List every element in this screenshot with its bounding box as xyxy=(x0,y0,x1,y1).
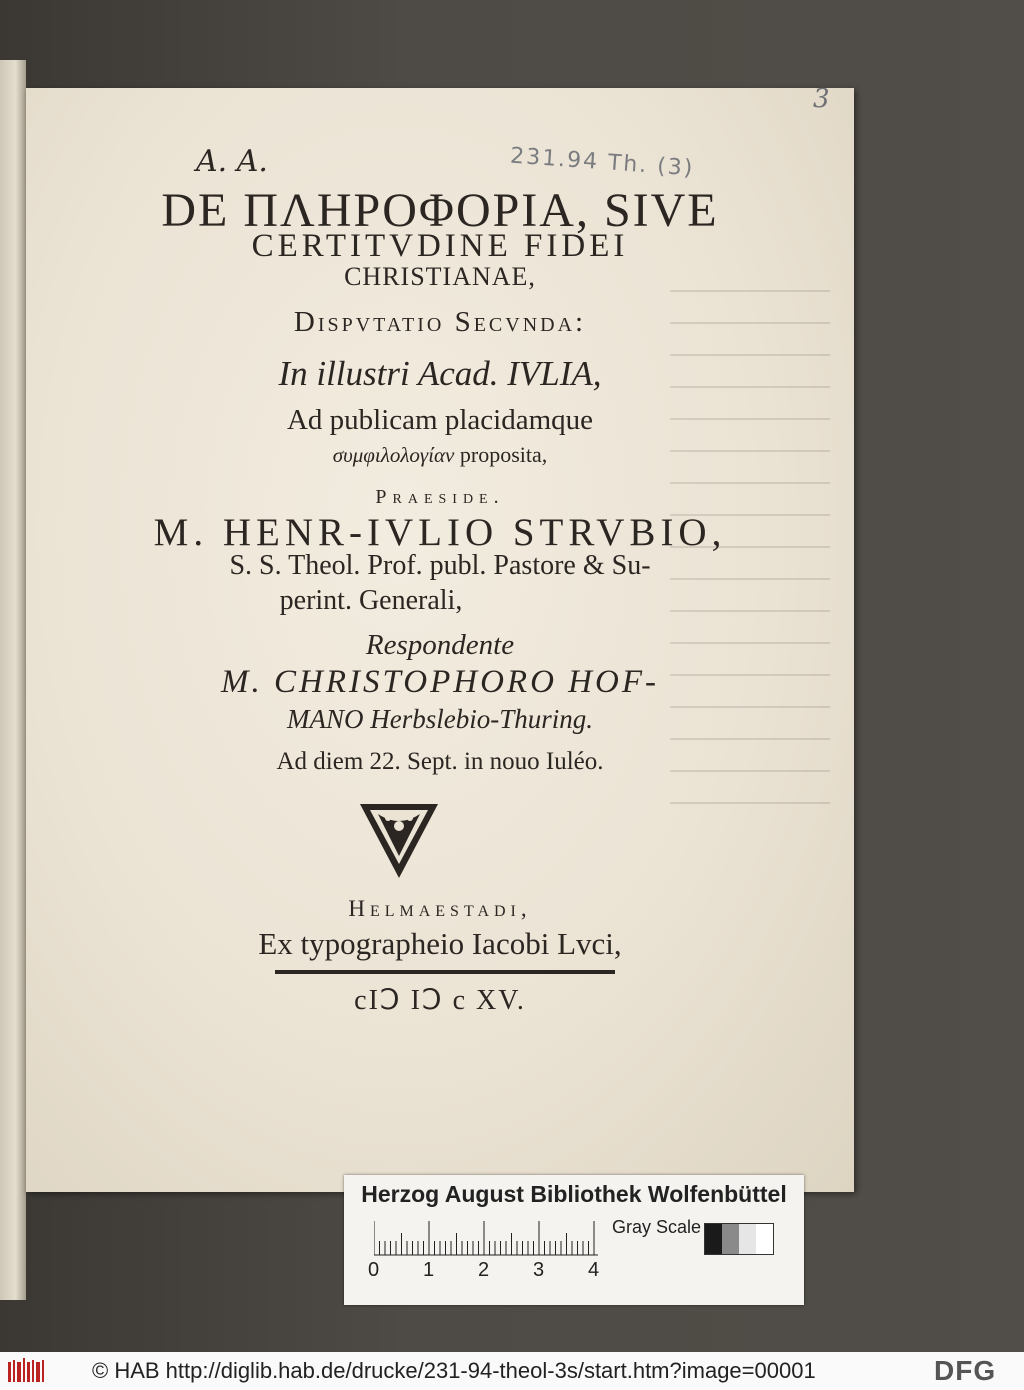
gray-swatch xyxy=(756,1224,773,1254)
ruler-number: 2 xyxy=(478,1259,490,1281)
gray-swatch xyxy=(739,1224,756,1254)
adjacent-page-edge xyxy=(0,60,26,1300)
praeside-line: Praeside. xyxy=(375,486,505,508)
title-line: DE ΠΛΗΡΟΦΟΡΙΑ, SIVE xyxy=(161,184,719,237)
academy-line: In illustri Acad. IVLIA, xyxy=(278,354,602,393)
imprint-printer: Ex typographeio Iacobi Lvci, xyxy=(258,926,622,961)
greek-word: συμφιλολογίαν xyxy=(332,443,455,467)
viewer-footer xyxy=(0,1352,1024,1390)
ruler-number: 1 xyxy=(423,1259,435,1281)
certitudine-line: CERTITVDINE FIDEI xyxy=(251,228,629,264)
gray-swatch xyxy=(705,1224,722,1254)
respondent-name-line: M. CHRISTOPHORO HOF- xyxy=(221,664,659,700)
gray-scale-swatches xyxy=(704,1223,774,1255)
date-line: Ad diem 22. Sept. in nouo Iuléo. xyxy=(276,748,604,775)
gray-scale-label: Gray Scale xyxy=(612,1217,702,1237)
imprint-year: cIↃ IↃ c XV. xyxy=(354,985,526,1016)
disputatio-line: Dispvtatio Secvnda: xyxy=(293,306,587,338)
source-url-link[interactable]: © HAB http://diglib.hab.de/drucke/231-94-theol-3s/start.htm?image=00001 xyxy=(92,1358,816,1383)
library-name: Herzog August Bibliothek Wolfenbüttel xyxy=(361,1181,787,1207)
folio-number: 3 xyxy=(813,84,830,114)
praeses-name-line: M. HENR-IVLIO STRVBIO, xyxy=(153,511,727,554)
symphilologia-line xyxy=(26,442,854,468)
library-label-card xyxy=(344,1175,804,1305)
ruler-numbers xyxy=(368,1259,608,1289)
proposita-word: proposita, xyxy=(454,442,548,467)
printer-ornament-icon xyxy=(358,798,440,880)
christianae-line: CHRISTIANAE, xyxy=(344,262,536,291)
imprint-rule xyxy=(275,970,615,974)
initials-line: A. A. xyxy=(196,144,268,179)
respondent-origin-line: MANO Herbslebio-Thuring. xyxy=(287,704,593,734)
imprint-place: Helmaestadi, xyxy=(348,896,532,921)
measurement-ruler xyxy=(374,1219,604,1259)
ruler-number: 4 xyxy=(588,1259,600,1281)
ad-publicam-line: Ad publicam placidamque xyxy=(286,404,593,436)
respondente-line: Respondente xyxy=(365,629,515,661)
gray-swatch xyxy=(722,1224,739,1254)
superintendent-line: perint. Generali, xyxy=(279,585,463,616)
shelf-mark: 231.94 Th. (3) xyxy=(509,143,696,182)
dfg-logo: DFG xyxy=(934,1355,997,1386)
hab-barcode-logo-icon xyxy=(8,1358,48,1384)
ruler-number: 0 xyxy=(368,1259,380,1281)
ruler-number: 3 xyxy=(533,1259,545,1281)
praeses-title-line: S. S. Theol. Prof. publ. Pastore & Su- xyxy=(229,550,651,581)
